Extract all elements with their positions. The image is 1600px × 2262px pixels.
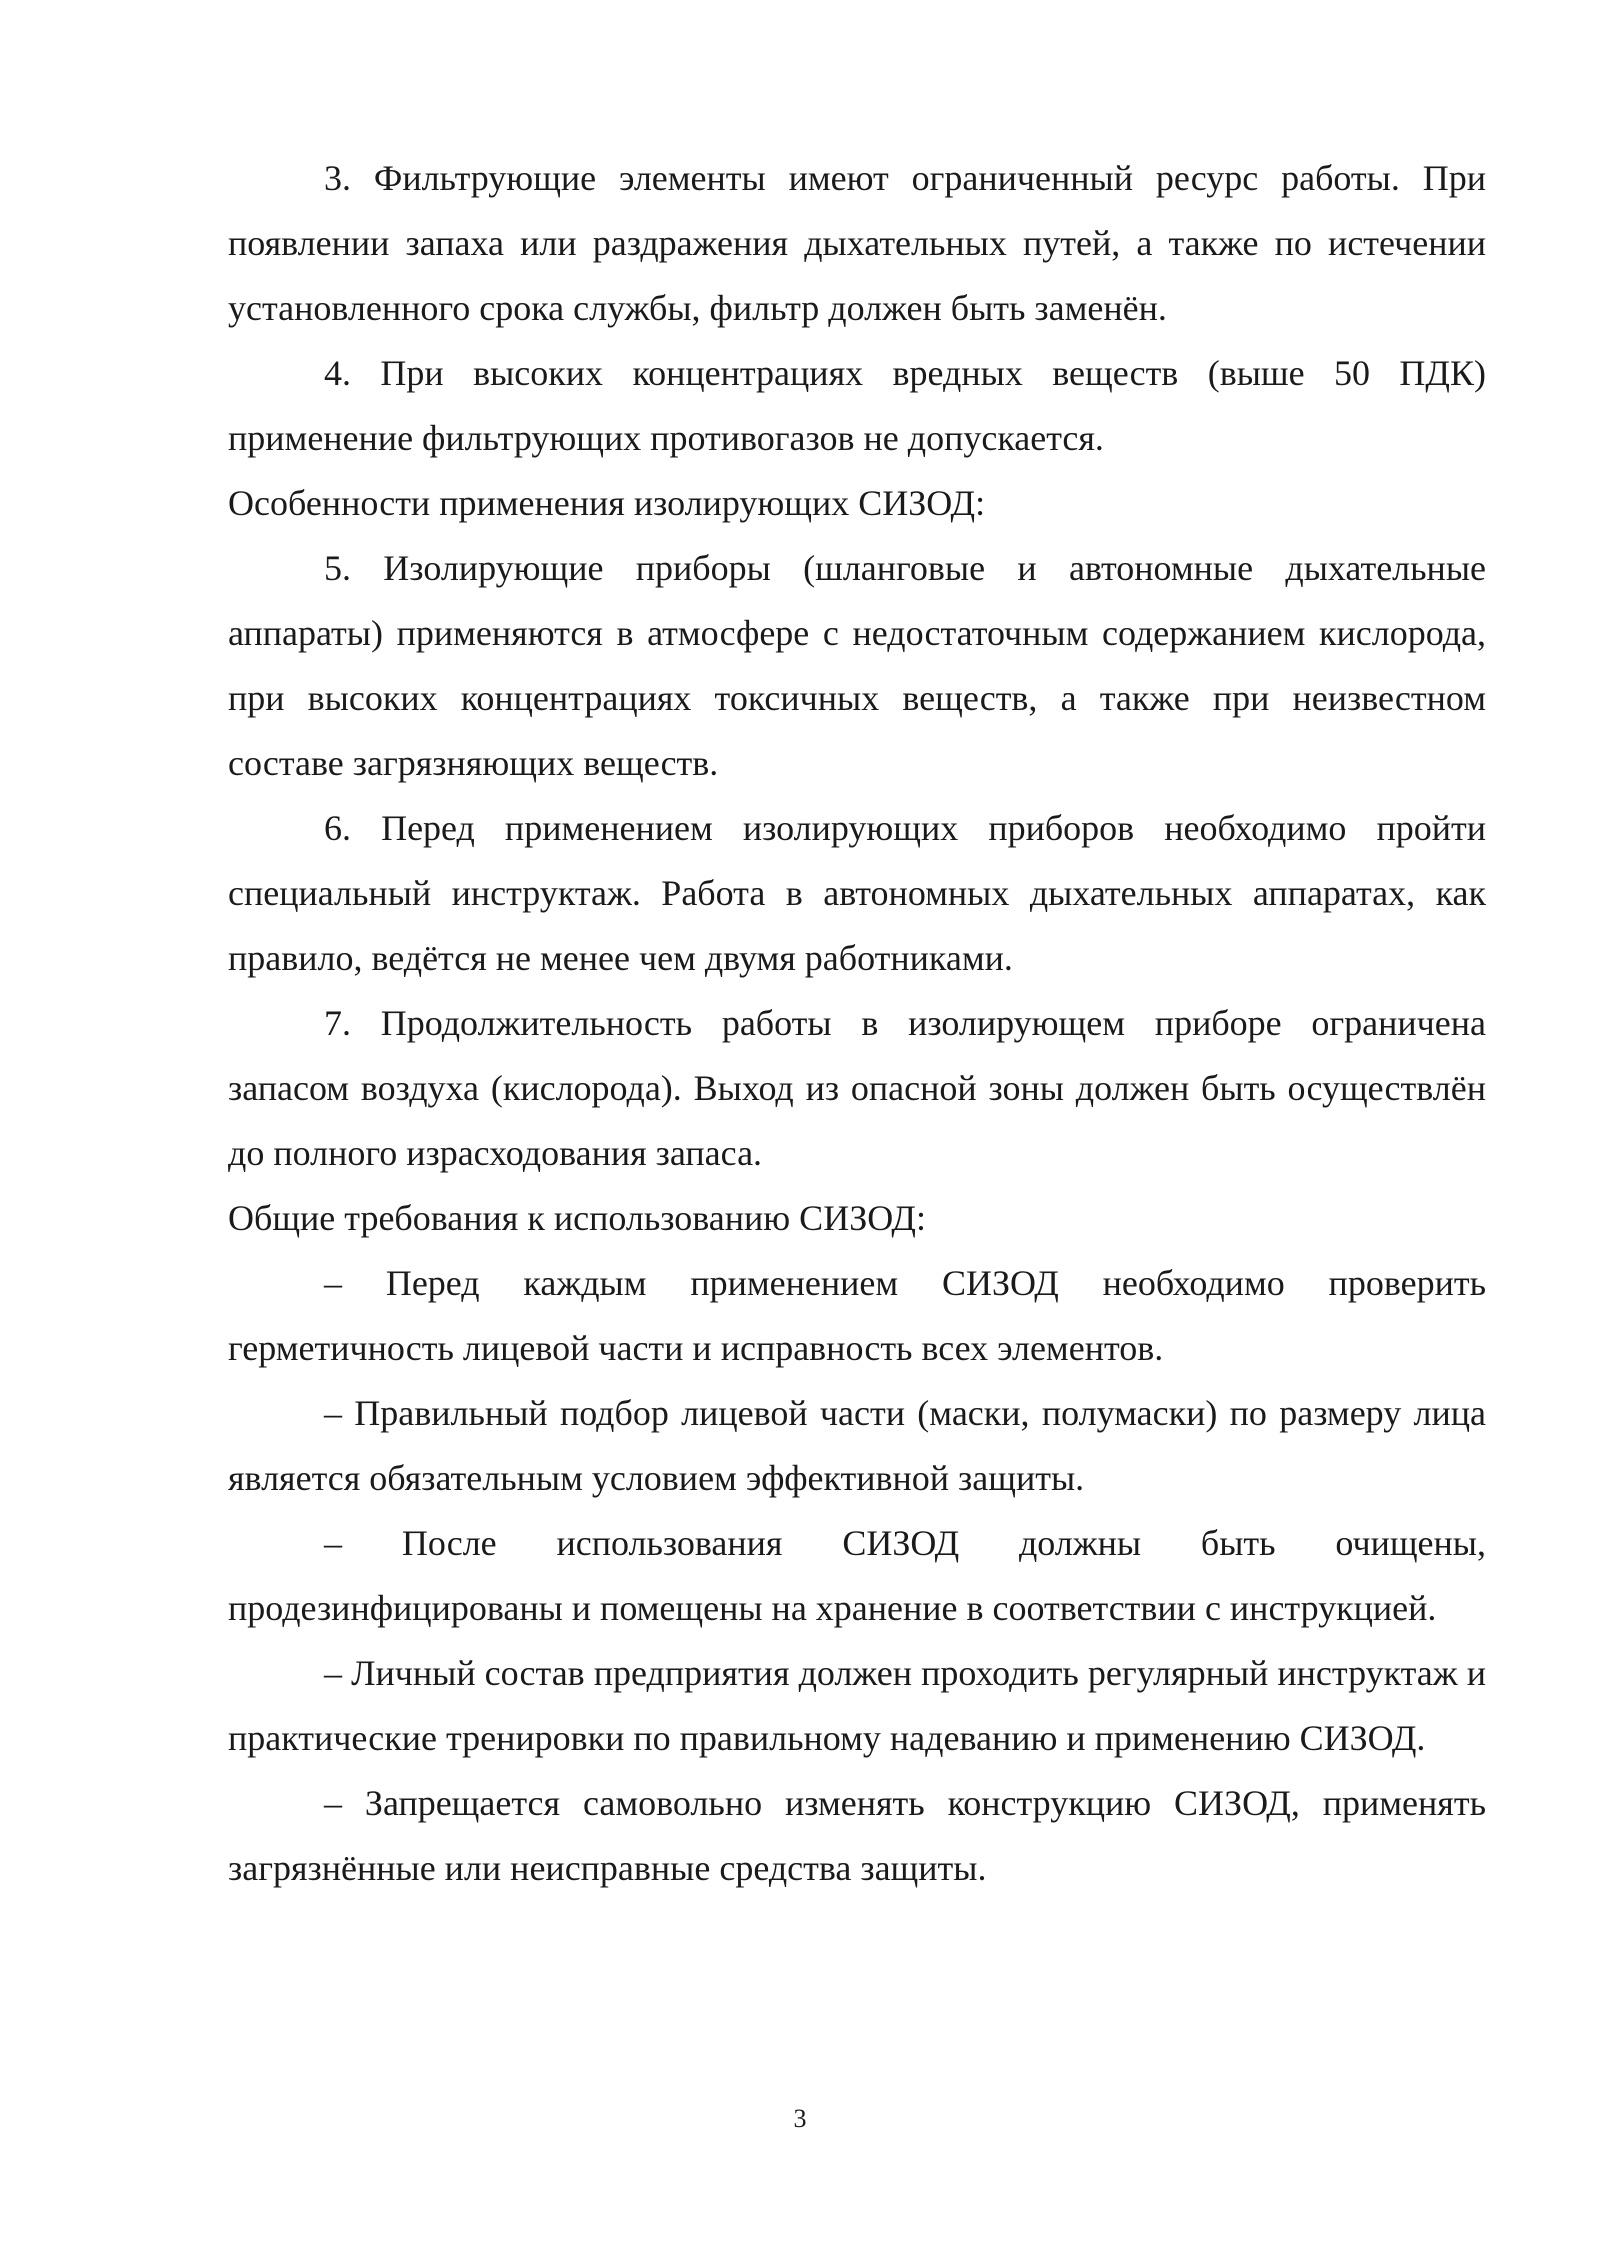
- paragraph-instruction: 6. Перед применением изолирующих приборов необходимо пройти специальный инструктаж. Работа в автономных дыхательных аппаратах, как правило, ведётся не менее чем двумя работниками.: [228, 808, 1486, 978]
- paragraph-duration: 7. Продолжительность работы в изолирующем приборе ограничена запасом воздуха (кислорода). Выход из опасной зоны должен быть осуществлён до полного израсходования запаса.: [228, 1003, 1486, 1173]
- section-heading-isolating: Особенности применения изолирующих СИЗОД:: [228, 483, 986, 523]
- list-item-cleaning: – После использования СИЗОД должны быть очищены, продезинфицированы и помещены на хранение в соответствии с инструкцией.: [228, 1523, 1486, 1628]
- document-body: [228, 146, 1486, 1901]
- paragraph-isolating-devices: 5. Изолирующие приборы (шланговые и автономные дыхательные аппараты) применяются в атмосфере с недостаточным содержанием кислорода, при высоких концентрациях токсичных веществ, а также при неизвестном составе загрязняющих веществ.: [228, 548, 1486, 783]
- page-number: 3: [793, 2104, 807, 2133]
- section-heading-general: Общие требования к использованию СИЗОД:: [228, 1198, 926, 1238]
- list-item-mask-fit: – Правильный подбор лицевой части (маски, полумаски) по размеру лица является обязательным условием эффективной защиты.: [228, 1393, 1486, 1498]
- paragraph-filter-elements: 3. Фильтрующие элементы имеют ограниченный ресурс работы. При появлении запаха или раздражения дыхательных путей, а также по истечении установленного срока службы, фильтр должен быть заменён.: [228, 158, 1486, 328]
- list-item-check-tightness: – Перед каждым применением СИЗОД необходимо проверить герметичность лицевой части и исправность всех элементов.: [228, 1263, 1486, 1368]
- list-item-prohibition: – Запрещается самовольно изменять конструкцию СИЗОД, применять загрязнённые или неисправные средства защиты.: [228, 1783, 1486, 1888]
- paragraph-high-concentrations: 4. При высоких концентрациях вредных веществ (выше 50 ПДК) применение фильтрующих противогазов не допускается.: [228, 353, 1486, 458]
- list-item-training: – Личный состав предприятия должен проходить регулярный инструктаж и практические тренировки по правильному надеванию и применению СИЗОД.: [228, 1653, 1486, 1758]
